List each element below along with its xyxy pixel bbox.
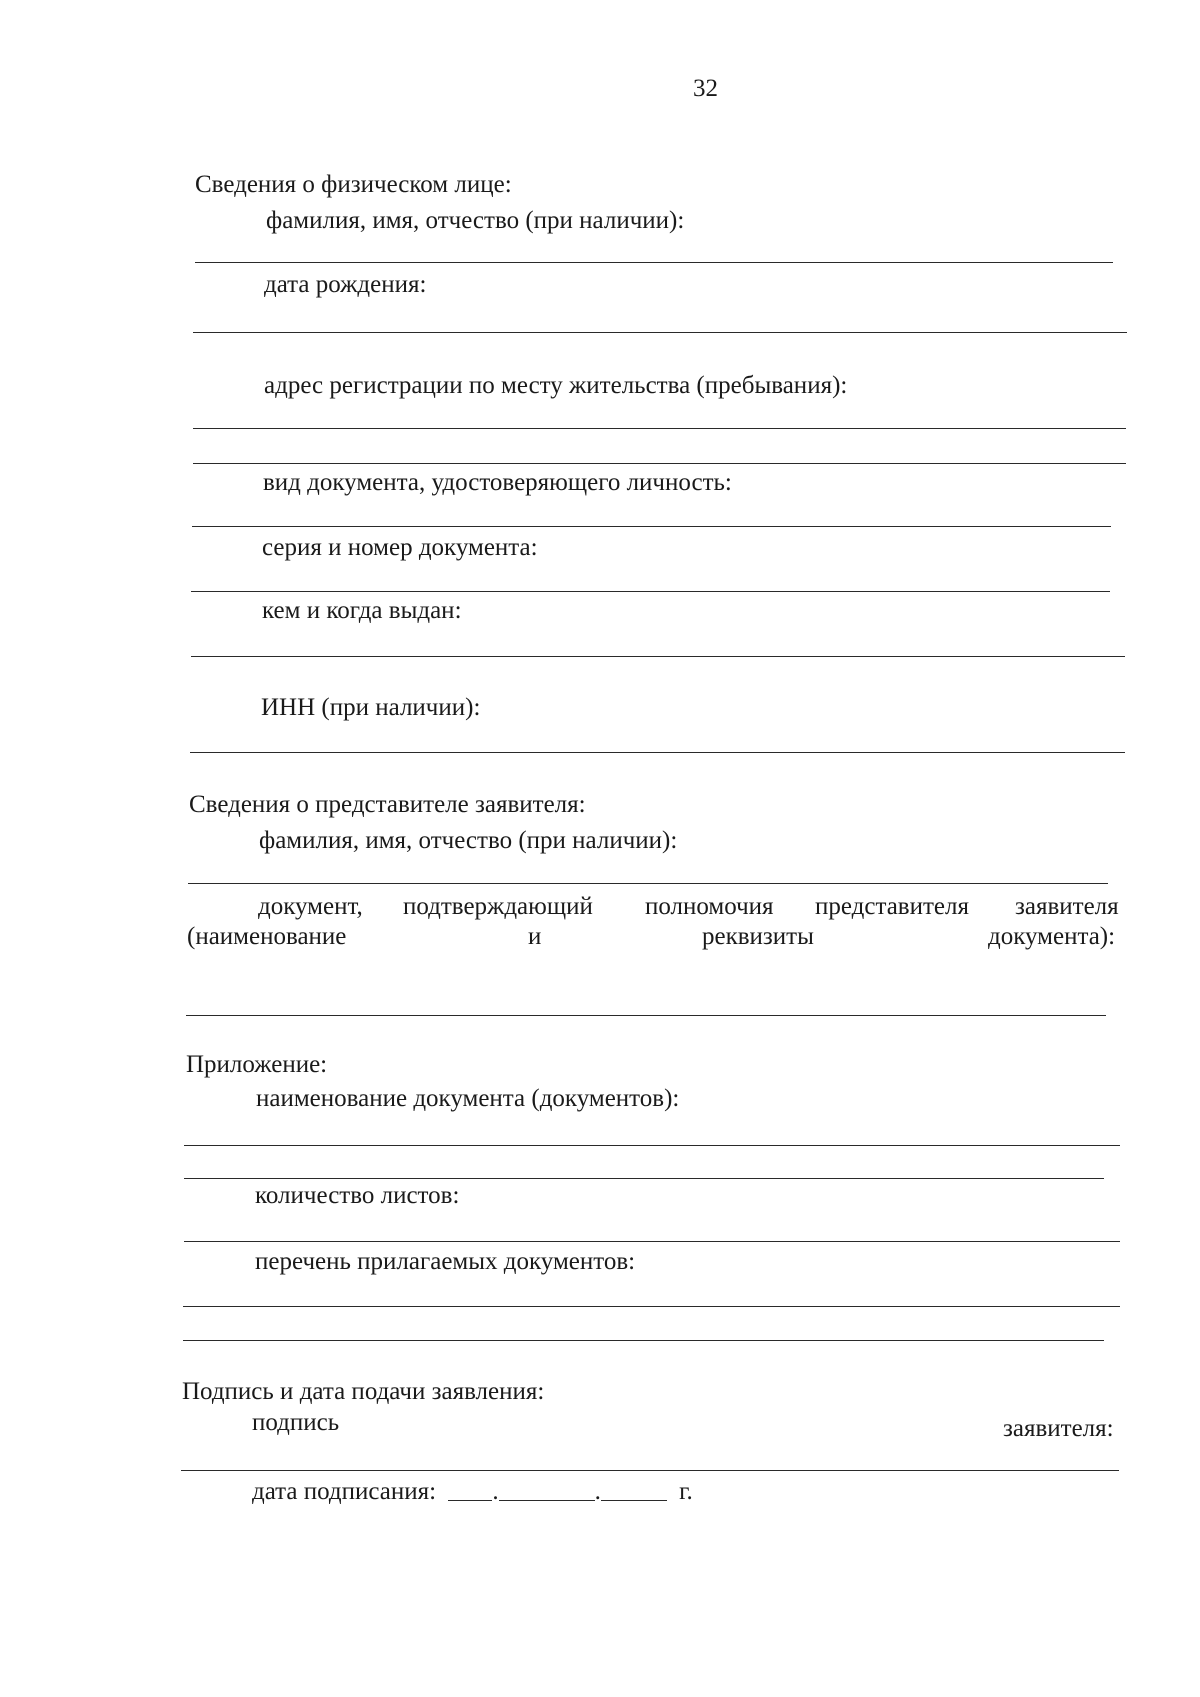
signature-heading: Подпись и дата подачи заявления: xyxy=(182,1378,545,1405)
date-separator-2: . xyxy=(594,1478,601,1505)
id-doc-type-label: вид документа, удостоверяющего личность: xyxy=(263,469,732,496)
page-number: 32 xyxy=(693,75,718,102)
address-field-1[interactable] xyxy=(193,428,1126,429)
date-day-field[interactable] xyxy=(448,1478,492,1501)
rep-doc-field[interactable] xyxy=(186,1015,1106,1016)
inn-label: ИНН (при наличии): xyxy=(261,694,481,721)
doc-list-field-2[interactable] xyxy=(183,1340,1104,1341)
representative-heading: Сведения о представителе заявителя: xyxy=(189,791,586,818)
attachment-heading: Приложение: xyxy=(186,1051,328,1078)
rep-doc-word-6: (наименование xyxy=(187,923,347,950)
signing-date-label: дата подписания: xyxy=(252,1478,437,1505)
date-year-field[interactable] xyxy=(601,1478,667,1501)
birth-date-label: дата рождения: xyxy=(264,271,427,298)
date-separator-1: . xyxy=(492,1478,499,1505)
attachment-doc-names-field-1[interactable] xyxy=(184,1145,1120,1146)
address-field-2[interactable] xyxy=(193,463,1126,464)
rep-doc-word-3: полномочия xyxy=(645,893,774,920)
attachment-doc-names-field-2[interactable] xyxy=(184,1178,1104,1179)
doc-series-number-field[interactable] xyxy=(191,591,1110,592)
rep-doc-word-9: документа): xyxy=(988,923,1116,950)
sheet-count-label: количество листов: xyxy=(255,1182,460,1209)
date-month-field[interactable] xyxy=(499,1478,595,1501)
sign-word-2: заявителя: xyxy=(1003,1415,1114,1442)
year-suffix: г. xyxy=(679,1478,693,1505)
signing-date-row xyxy=(252,1477,693,1507)
rep-full-name-field[interactable] xyxy=(188,883,1108,884)
address-label: адрес регистрации по месту жительства (пребывания): xyxy=(264,372,848,399)
birth-date-field[interactable] xyxy=(193,332,1127,333)
issued-by-label: кем и когда выдан: xyxy=(262,597,462,624)
rep-doc-word-8: реквизиты xyxy=(702,923,814,950)
doc-list-field-1[interactable] xyxy=(183,1306,1120,1307)
full-name-field[interactable] xyxy=(195,262,1113,263)
individual-heading: Сведения о физическом лице: xyxy=(195,171,512,198)
rep-doc-word-4: представителя xyxy=(815,893,969,920)
sign-word-1: подпись xyxy=(252,1409,340,1436)
issued-by-field[interactable] xyxy=(191,656,1125,657)
full-name-label: фамилия, имя, отчество (при наличии): xyxy=(266,207,685,234)
id-doc-type-field[interactable] xyxy=(192,526,1111,527)
rep-full-name-label: фамилия, имя, отчество (при наличии): xyxy=(259,827,678,854)
rep-doc-word-1: документ, xyxy=(258,893,363,920)
inn-field[interactable] xyxy=(190,752,1125,753)
doc-list-label: перечень прилагаемых документов: xyxy=(255,1248,636,1275)
sheet-count-field[interactable] xyxy=(184,1241,1120,1242)
rep-doc-word-7: и xyxy=(528,923,542,950)
signature-field[interactable] xyxy=(181,1470,1119,1471)
doc-series-number-label: серия и номер документа: xyxy=(262,534,538,561)
rep-doc-word-5: заявителя xyxy=(1015,893,1119,920)
rep-doc-word-2: подтверждающий xyxy=(403,893,593,920)
attachment-doc-names-label: наименование документа (документов): xyxy=(256,1085,680,1112)
